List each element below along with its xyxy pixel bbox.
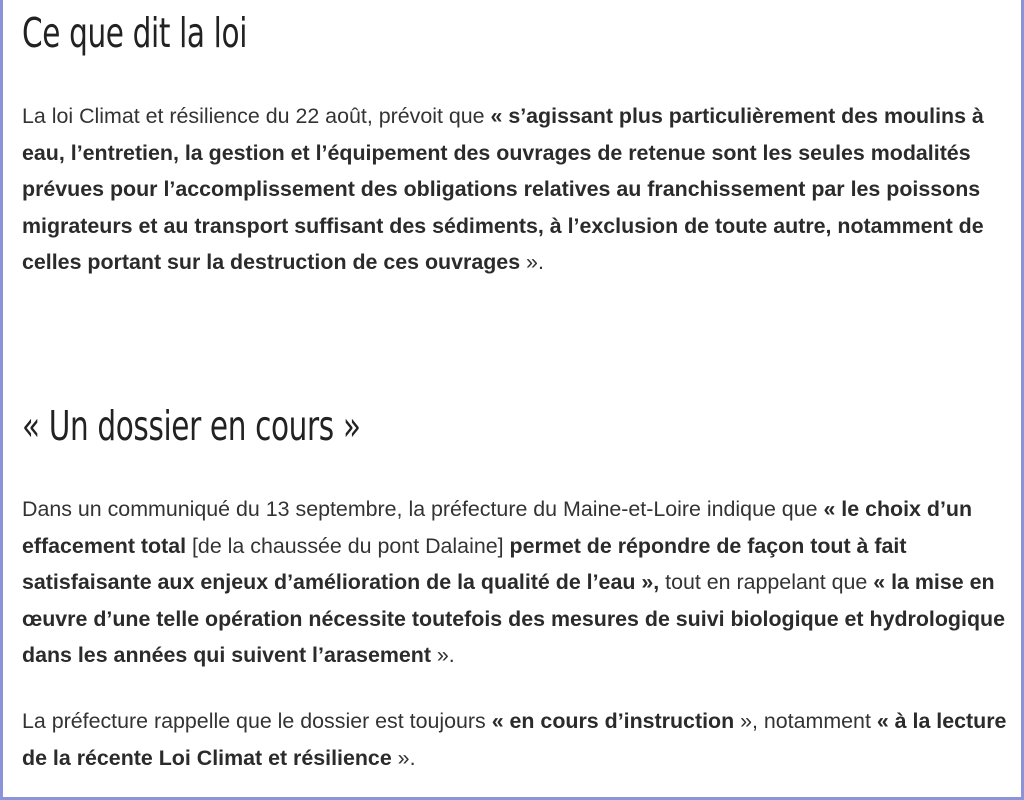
text-run: ». [430, 643, 455, 668]
quote-bold: « la mise en œuvre d’une telle opération nécessite toutefois des mesures de suivi biologique et hydrologique dans les années qui suivent l’arasement [22, 570, 1005, 668]
text-run: ». [391, 745, 416, 770]
quote-bold: « le choix d’un effacement total [22, 497, 973, 558]
section-heading-law: Ce que dit la loi [22, 9, 248, 57]
text-run: tout en rappelant que [659, 570, 874, 595]
section-heading-dossier: « Un dossier en cours » [22, 402, 361, 450]
quote-bold: « s’agissant plus particulièrement des moulins à eau, l’entretien, la gestion et l’équipement des ouvrages de retenue sont les seules modalités prévues pour l’accomplissement des obligations relatives au franchissement par les poissons migrateurs et au transport suffisant des sédiments, à l’exclusion de toute autre, notamment de celles portant sur la destruction de ces ouvrages [22, 104, 984, 275]
paragraph-dossier-status [22, 703, 1007, 776]
paragraph-prefecture-communique [22, 491, 1007, 674]
quote-bold: « à la lecture de la récente Loi Climat et résilience [22, 709, 1007, 770]
paragraph-law-quote [22, 98, 1007, 281]
text-run: », notamment [734, 709, 877, 733]
quote-bold: permet de répondre de façon tout à fait satisfaisante aux enjeux d’amélioration de la qualité de l’eau », [22, 533, 907, 595]
text-run: Dans un communiqué du 13 septembre, la préfecture du Maine-et-Loire indique que [22, 497, 824, 521]
text-run: La préfecture rappelle que le dossier est toujours [22, 709, 492, 733]
text-run: La loi Climat et résilience du 22 août, prévoit que [22, 104, 491, 128]
text-run: ». [520, 250, 544, 275]
quote-bold: « en cours d’instruction [491, 709, 735, 733]
text-run: [de la chaussée du pont Dalaine] [186, 533, 510, 558]
